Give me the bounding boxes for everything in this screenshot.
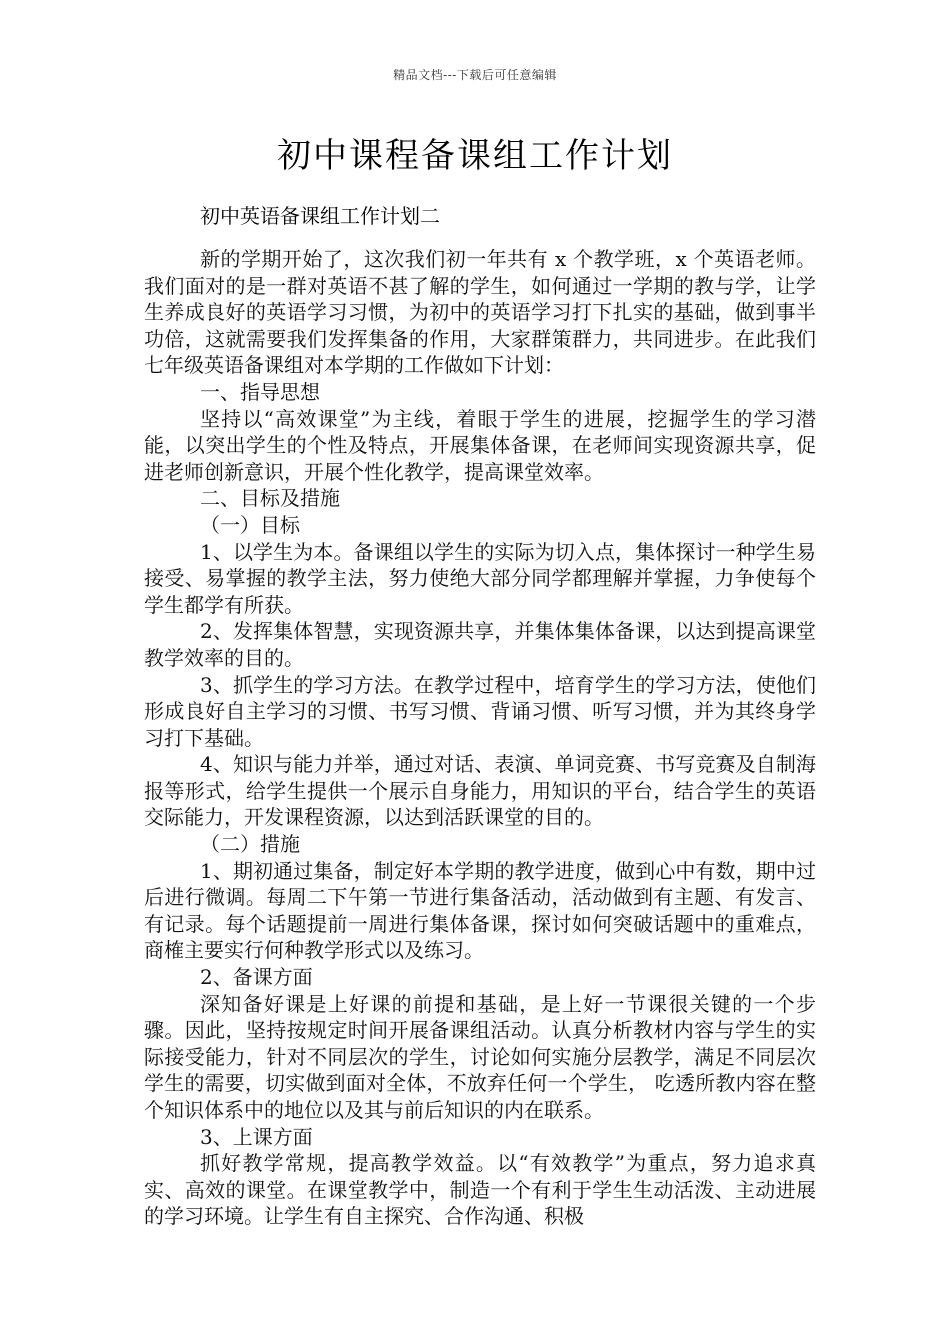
paragraph-teaching: 抓好教学常规，提高教学效益。以“有效教学”为重点，努力追求真实、高效的课堂。在课堂教学中，制造一个有利于学生生动活泼、主动进展的学习环境。让学生有自主探究、合作沟通、积极 <box>144 1151 816 1229</box>
heading-lesson-prep: 2、备课方面 <box>200 965 313 990</box>
paragraph-measure-1: 1、期初通过集备，制定好本学期的教学进度，做到心中有数，期中过后进行微调。每周二下午第一节进行集备活动，活动做到有主题、有发言、有记录。每个话题提前一周进行集体备课，探讨如何突破话题中的重难点，商榷主要实行何种教学形式以及练习。 <box>144 858 816 963</box>
heading-goals-and-measures: 二、目标及措施 <box>200 486 340 511</box>
paragraph-goal-2: 2、发挥集体智慧，实现资源共享，并集体集体备课，以达到提高课堂教学效率的目的。 <box>144 619 816 670</box>
heading-guiding-thought: 一、指导思想 <box>200 379 320 404</box>
heading-teaching: 3、上课方面 <box>200 1124 313 1149</box>
document-header-note: 精品文档---下载后可任意编辑 <box>393 68 557 82</box>
paragraph-goal-4: 4、知识与能力并举，通过对话、表演、单词竞赛、书写竞赛及自制海报等形式，给学生提供一个展示自身能力，用知识的平台，结合学生的英语交际能力，开发课程资源，以达到活跃课堂的目的。 <box>144 752 816 830</box>
paragraph-lesson-prep: 深知备好课是上好课的前提和基础，是上好一节课很关键的一个步骤。因此，坚持按规定时间开展备课组活动。认真分析教材内容与学生的实际接受能力，针对不同层次的学生，讨论如何实施分层教学，满足不同层次学生的需要，切实做到面对全体，不放弃任何一个学生， 吃透所教内容在整个知识体系中的地位以及其与前后知识的内在联系。 <box>144 991 816 1122</box>
document-subtitle: 初中英语备课组工作计划二 <box>200 204 440 228</box>
paragraph-goal-3: 3、抓学生的学习方法。在教学过程中，培育学生的学习方法，使他们形成良好自主学习的习惯、书写习惯、背诵习惯、听写习惯，并为其终身学习打下基础。 <box>144 672 816 750</box>
paragraph-intro: 新的学期开始了，这次我们初一年共有 x 个教学班，x 个英语老师。我们面对的是一群对英语不甚了解的学生，如何通过一学期的教与学，让学生养成良好的英语学习习惯，为初中的英语学习打下扎实的基础，做到事半功倍，这就需要我们发挥集备的作用，大家群策群力，共同进步。在此我们七年级英语备课组对本学期的工作做如下计划： <box>144 247 816 378</box>
document-body <box>144 246 816 1230</box>
paragraph-guiding-thought: 坚持以“高效课堂”为主线，着眼于学生的进展，挖掘学生的学习潜能，以突出学生的个性及特点，开展集体备课，在老师间实现资源共享，促进老师创新意识，开展个性化教学，提高课堂效率。 <box>144 406 816 484</box>
heading-measures: （二）措施 <box>200 832 300 857</box>
paragraph-goal-1: 1、以学生为本。备课组以学生的实际为切入点，集体探讨一种学生易接受、易掌握的教学主法，努力使绝大部分同学都理解并掌握，力争使每个学生都学有所获。 <box>144 539 816 617</box>
document-title: 初中课程备课组工作计划 <box>277 136 673 176</box>
heading-goals: （一）目标 <box>200 512 300 537</box>
